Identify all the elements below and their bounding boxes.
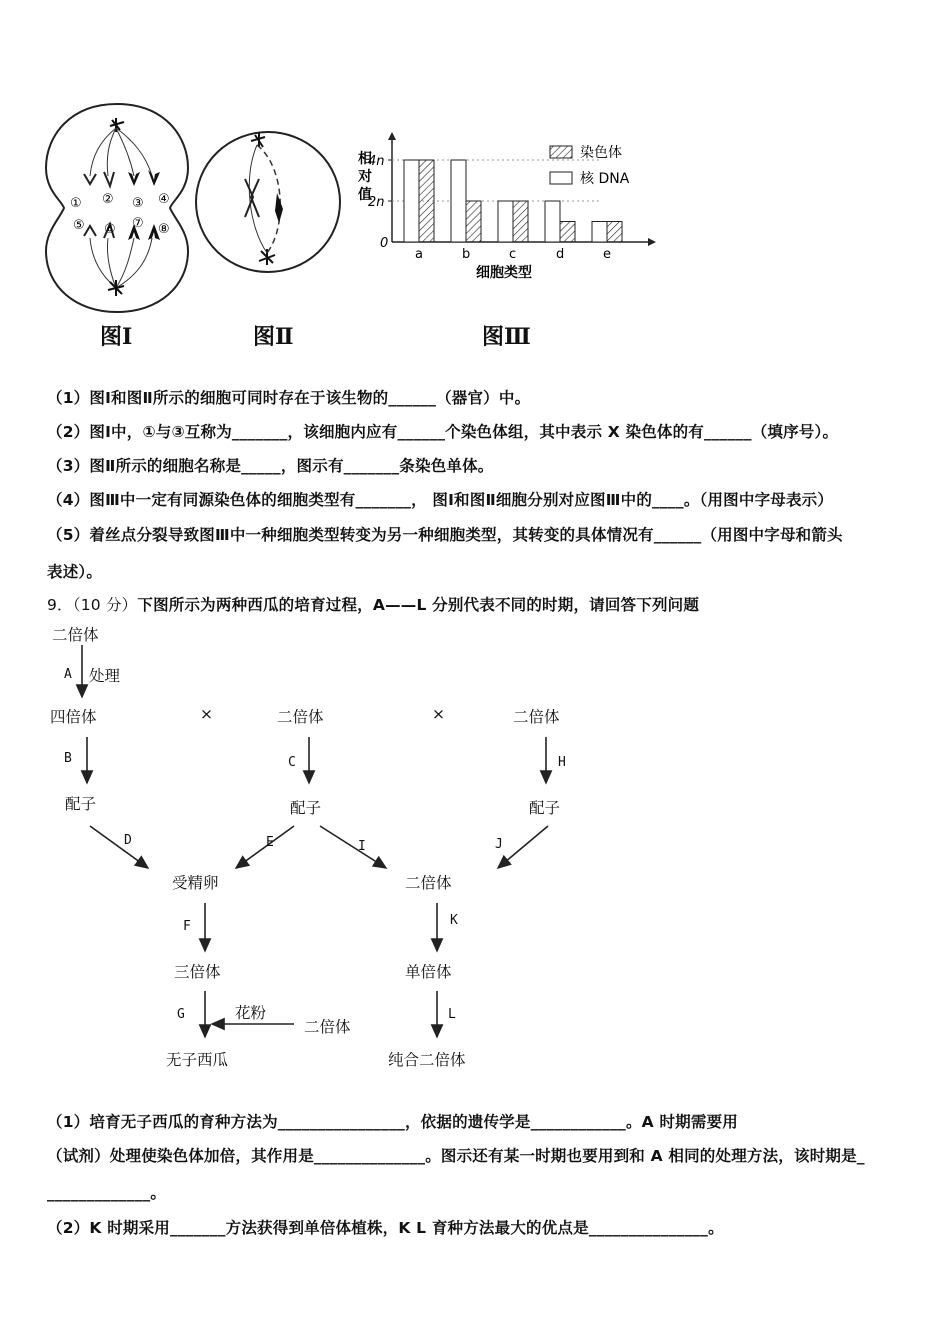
bar-dna-c xyxy=(498,201,513,242)
q8-part-5-cont: 表述）。 xyxy=(47,563,103,581)
node-diploid-right: 二倍体 xyxy=(513,708,560,726)
node-diploid-mid: 二倍体 xyxy=(277,708,324,726)
x-tick-label-d: d xyxy=(556,247,565,262)
node-seedless-watermelon: 无子西瓜 xyxy=(166,1051,229,1069)
bar-chromosome-c xyxy=(513,201,528,242)
q9-part-1-cont: （试剂）处理使染色体加倍，其作用是______________。图示还有某一时期也要用到和 A 相同的处理方法，该时期是_ xyxy=(47,1147,865,1165)
label-i: I xyxy=(358,839,366,854)
figure-3-label: 图Ⅲ xyxy=(482,324,531,350)
label-pollen: 花粉 xyxy=(235,1004,267,1022)
figure-2-drawing xyxy=(193,127,343,277)
label-d: D xyxy=(124,833,132,848)
y-tick-label-2: 4n xyxy=(368,154,385,169)
q9-number: 9． xyxy=(47,596,73,614)
arrow-e xyxy=(236,826,294,868)
label-l: L xyxy=(448,1007,456,1022)
chart-x-arrow xyxy=(648,238,656,246)
fig1-num-6: ⑥ xyxy=(104,222,116,237)
fig1-num-5: ⑤ xyxy=(73,218,85,233)
flowchart xyxy=(0,615,950,1095)
q9-text: 下图所示为两种西瓜的培育过程，A——L 分别代表不同的时期，请回答下列问题 xyxy=(137,596,700,614)
node-haploid: 单倍体 xyxy=(405,963,452,981)
node-gamete-left: 配子 xyxy=(65,795,97,813)
node-triploid: 三倍体 xyxy=(174,963,221,981)
figure-3-chart xyxy=(352,128,662,288)
label-e: E xyxy=(266,835,274,850)
figure-1-label: 图Ⅰ xyxy=(100,324,133,350)
fig1-num-1: ① xyxy=(70,196,82,211)
figure-1 xyxy=(40,96,195,321)
cross-symbol-2: × xyxy=(432,705,445,723)
bar-chromosome-e xyxy=(607,222,622,243)
q9-score: （10 分） xyxy=(72,596,138,614)
chart-ylabel-3: 值 xyxy=(358,187,372,203)
x-tick-label-a: a xyxy=(415,247,423,262)
flowchart-arrows xyxy=(0,615,950,1095)
chart-ylabel-1: 相 xyxy=(358,151,372,167)
bar-chromosome-b xyxy=(466,201,481,242)
bar-dna-d xyxy=(545,201,560,242)
label-g: G xyxy=(177,1007,185,1022)
node-homozygous-diploid: 纯合二倍体 xyxy=(388,1051,466,1069)
bar-dna-e xyxy=(592,222,607,243)
q8-part-1: （1）图Ⅰ和图Ⅱ所示的细胞可同时存在于该生物的______（器官）中。 xyxy=(47,389,531,407)
legend-label-chromosome: 染色体 xyxy=(580,145,622,161)
node-diploid-center: 二倍体 xyxy=(405,874,452,892)
q8-part-2: （2）图Ⅰ中，①与③互称为_______，该细胞内应有______个染色体组，其中表示 X 染色体的有______（填序号）。 xyxy=(47,423,839,441)
x-tick-label-c: c xyxy=(509,247,517,262)
legend-swatch-chromosome xyxy=(550,146,572,158)
bar-chromosome-d xyxy=(560,222,575,243)
node-gamete-mid: 配子 xyxy=(290,799,322,817)
q9-part-1-cont2: _____________。 xyxy=(47,1184,167,1202)
fig1-num-8: ⑧ xyxy=(158,222,170,237)
x-tick-label-b: b xyxy=(462,247,471,262)
y-tick-label-0: 0 xyxy=(380,236,389,251)
label-a: A xyxy=(64,667,72,682)
chart-svg xyxy=(352,128,662,288)
node-gamete-right: 配子 xyxy=(529,799,561,817)
chart-y-arrow xyxy=(388,132,396,140)
label-a-treatment: 处理 xyxy=(89,667,121,685)
chart-xlabel: 细胞类型 xyxy=(476,265,532,281)
q8-part-4: （4）图Ⅲ中一定有同源染色体的细胞类型有_______， 图Ⅰ和图Ⅱ细胞分别对应图Ⅲ中的____。（用图中字母表示） xyxy=(47,491,834,509)
y-tick-label-1: 2n xyxy=(368,195,385,210)
q8-part-3: （3）图Ⅱ所示的细胞名称是_____，图示有_______条染色单体。 xyxy=(47,457,494,475)
q8-part-5: （5）着丝点分裂导致图Ⅲ中一种细胞类型转变为另一种细胞类型，其转变的具体情况有______（用图中字母和箭头 xyxy=(47,526,843,544)
fig1-num-2: ② xyxy=(102,192,114,207)
bar-dna-b xyxy=(451,160,466,242)
x-tick-label-e: e xyxy=(603,247,611,262)
bar-dna-a xyxy=(404,160,419,242)
arrow-d xyxy=(90,826,148,868)
fig1-num-3: ③ xyxy=(132,196,144,211)
q9-heading xyxy=(47,593,699,615)
label-b: B xyxy=(64,751,72,766)
figure-1-drawing xyxy=(40,96,195,321)
fig1-num-7: ⑦ xyxy=(132,216,144,231)
figure-2-label: 图Ⅱ xyxy=(253,324,294,350)
node-diploid-top: 二倍体 xyxy=(52,626,99,644)
q9-part-2: （2）K 时期采用_______方法获得到单倍体植株，K L 育种方法最大的优点是_______________。 xyxy=(47,1219,724,1237)
label-f: F xyxy=(183,919,191,934)
legend-label-dna: 核 DNA xyxy=(580,171,630,187)
cross-symbol-1: × xyxy=(200,705,213,723)
legend-swatch-dna xyxy=(550,172,572,184)
arrow-j xyxy=(498,826,548,868)
bar-chromosome-a xyxy=(419,160,434,242)
q9-part-1: （1）培育无子西瓜的育种方法为________________，依据的遗传学是____________。A 时期需要用 xyxy=(47,1113,738,1131)
label-h: H xyxy=(558,755,566,770)
label-k: K xyxy=(450,913,458,928)
label-c: C xyxy=(288,755,296,770)
node-tetraploid: 四倍体 xyxy=(50,708,97,726)
chart-ylabel-2: 对 xyxy=(358,169,372,185)
arrow-i xyxy=(320,826,386,868)
node-diploid-pollen: 二倍体 xyxy=(304,1018,351,1036)
label-j: J xyxy=(495,837,503,852)
fig1-num-4: ④ xyxy=(158,192,170,207)
figure-2 xyxy=(193,127,343,277)
node-zygote: 受精卵 xyxy=(172,874,219,892)
